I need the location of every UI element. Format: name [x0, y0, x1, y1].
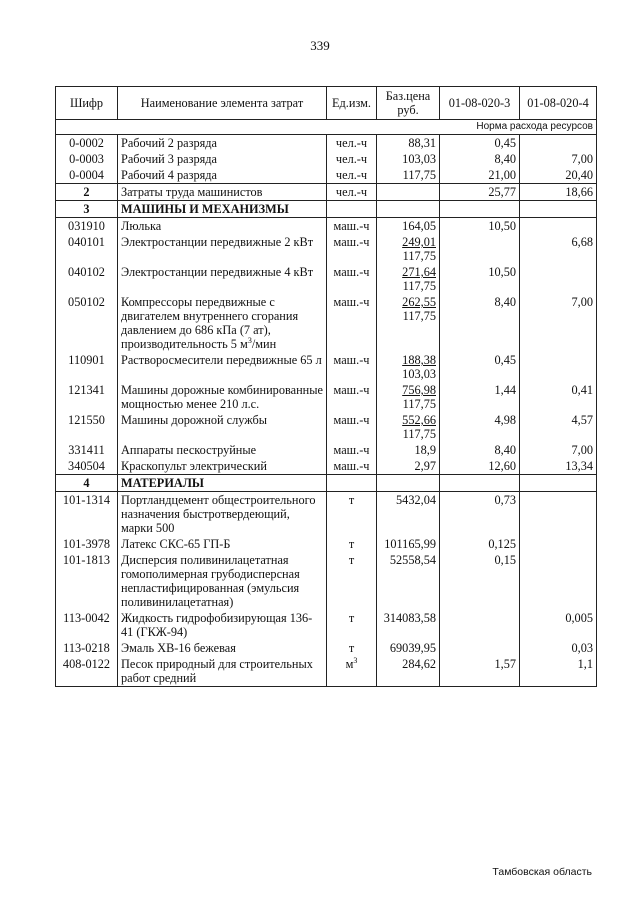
cell-name: Затраты труда машинистов	[118, 184, 327, 201]
cell-code: 121341	[56, 382, 118, 412]
cell-unit: чел.-ч	[327, 135, 377, 152]
table-row	[56, 218, 597, 235]
cell-norm-2	[520, 475, 597, 492]
cell-name	[118, 294, 327, 352]
cell-unit: т	[327, 536, 377, 552]
cell-unit: маш.-ч	[327, 294, 377, 352]
cell-norm-2: 7,00	[520, 151, 597, 167]
cell-price: 164,05	[377, 218, 440, 235]
cell-norm-2: 18,66	[520, 184, 597, 201]
cell-unit	[327, 475, 377, 492]
table-row	[56, 458, 597, 475]
cell-name: Дисперсия поливинилацетатная гомополимерная грубодисперсная непластифицированная (эмульсия поливинилацетатная)	[118, 552, 327, 610]
cell-norm-1	[440, 201, 520, 218]
cell-price-main: 756,98	[402, 383, 436, 397]
cell-price	[377, 352, 440, 382]
cell-code: 4	[56, 475, 118, 492]
cell-code: 2	[56, 184, 118, 201]
cell-unit: т	[327, 610, 377, 640]
header-col2: 01-08-020-4	[520, 87, 597, 120]
cell-norm-2: 4,57	[520, 412, 597, 442]
cell-norm-1: 12,60	[440, 458, 520, 475]
cell-norm-2: 0,005	[520, 610, 597, 640]
header-col1: 01-08-020-3	[440, 87, 520, 120]
cell-code: 0-0004	[56, 167, 118, 184]
cell-code: 340504	[56, 458, 118, 475]
cell-name: Жидкость гидрофобизирующая 136-41 (ГКЖ-94)	[118, 610, 327, 640]
cell-norm-1: 0,73	[440, 492, 520, 537]
cell-price: 284,62	[377, 656, 440, 687]
cell-unit: маш.-ч	[327, 352, 377, 382]
cell-name: Рабочий 2 разряда	[118, 135, 327, 152]
cell-price-secondary: 117,75	[402, 427, 436, 441]
table-row	[56, 352, 597, 382]
cell-norm-1: 1,57	[440, 656, 520, 687]
cell-unit: т	[327, 552, 377, 610]
cell-name: Рабочий 4 разряда	[118, 167, 327, 184]
cell-price	[377, 234, 440, 264]
cell-norm-1: 10,50	[440, 218, 520, 235]
cell-norm-2: 7,00	[520, 442, 597, 458]
cell-norm-1: 4,98	[440, 412, 520, 442]
cell-price-main: 188,38	[402, 353, 436, 367]
cell-norm-1	[440, 234, 520, 264]
cell-norm-2	[520, 492, 597, 537]
cell-code: 031910	[56, 218, 118, 235]
cell-price: 314083,58	[377, 610, 440, 640]
cell-norm-1: 0,45	[440, 352, 520, 382]
cell-unit-text: м	[345, 657, 354, 671]
table-row	[56, 552, 597, 610]
cell-code: 110901	[56, 352, 118, 382]
cell-name: Машины дорожные комбинированные мощностью менее 210 л.с.	[118, 382, 327, 412]
header-name: Наименование элемента затрат	[118, 87, 327, 120]
cell-name: МАШИНЫ И МЕХАНИЗМЫ	[118, 201, 327, 218]
header-price: Баз.цена руб.	[377, 87, 440, 120]
cell-code: 331411	[56, 442, 118, 458]
cell-price: 88,31	[377, 135, 440, 152]
cell-norm-2	[520, 218, 597, 235]
cell-norm-1: 21,00	[440, 167, 520, 184]
table-row	[56, 201, 597, 218]
table-row	[56, 294, 597, 352]
cell-price-main: 271,64	[402, 265, 436, 279]
cell-norm-2: 0,03	[520, 640, 597, 656]
cell-norm-1: 10,50	[440, 264, 520, 294]
cell-norm-1: 25,77	[440, 184, 520, 201]
norm-caption-row	[56, 120, 597, 135]
cell-norm-1: 0,15	[440, 552, 520, 610]
table-row	[56, 167, 597, 184]
table-row	[56, 234, 597, 264]
cell-norm-1: 8,40	[440, 151, 520, 167]
cell-code: 408-0122	[56, 656, 118, 687]
cell-norm-1	[440, 475, 520, 492]
cell-norm-1	[440, 640, 520, 656]
cell-code: 0-0003	[56, 151, 118, 167]
cell-unit: чел.-ч	[327, 167, 377, 184]
cell-price: 101165,99	[377, 536, 440, 552]
cell-norm-2	[520, 352, 597, 382]
header-unit: Ед.изм.	[327, 87, 377, 120]
cell-code: 0-0002	[56, 135, 118, 152]
cell-code: 040102	[56, 264, 118, 294]
cell-price: 2,97	[377, 458, 440, 475]
cell-unit	[327, 201, 377, 218]
cell-code: 101-1813	[56, 552, 118, 610]
cell-norm-1	[440, 610, 520, 640]
table-row	[56, 536, 597, 552]
cell-norm-1: 8,40	[440, 442, 520, 458]
table-row	[56, 640, 597, 656]
cell-norm-2	[520, 552, 597, 610]
cell-name-text: Компрессоры передвижные с двигателем внутреннего сгорания давлением до 686 кПа (7 ат), производительность 5 м	[121, 295, 299, 351]
cell-name-sup: 3	[247, 335, 252, 345]
cell-name: Люлька	[118, 218, 327, 235]
cell-norm-2	[520, 201, 597, 218]
table-row	[56, 475, 597, 492]
cell-unit-sup: 3	[353, 655, 358, 665]
cell-norm-2: 20,40	[520, 167, 597, 184]
cell-price-secondary: 117,75	[402, 249, 436, 263]
table-row	[56, 382, 597, 412]
cell-unit: т	[327, 492, 377, 537]
cell-price	[377, 184, 440, 201]
cell-price	[377, 475, 440, 492]
cell-name: Аппараты пескоструйные	[118, 442, 327, 458]
cell-norm-1: 8,40	[440, 294, 520, 352]
table-row	[56, 412, 597, 442]
cell-price: 18,9	[377, 442, 440, 458]
cell-norm-1: 0,125	[440, 536, 520, 552]
cell-norm-1: 0,45	[440, 135, 520, 152]
cell-unit	[327, 656, 377, 687]
cell-price: 69039,95	[377, 640, 440, 656]
cell-norm-2: 13,34	[520, 458, 597, 475]
cell-price-secondary: 117,75	[402, 279, 436, 293]
table-header-row	[56, 87, 597, 120]
cell-unit: маш.-ч	[327, 412, 377, 442]
cell-unit: маш.-ч	[327, 234, 377, 264]
norm-caption: Норма расхода ресурсов	[56, 120, 597, 135]
cell-name: Электростанции передвижные 2 кВт	[118, 234, 327, 264]
cell-code: 040101	[56, 234, 118, 264]
table-row	[56, 656, 597, 687]
cell-price-secondary: 103,03	[402, 367, 436, 381]
cell-unit: чел.-ч	[327, 151, 377, 167]
cell-price	[377, 264, 440, 294]
cell-price-main: 552,66	[402, 413, 436, 427]
cell-norm-1: 1,44	[440, 382, 520, 412]
cell-norm-2	[520, 135, 597, 152]
cell-unit: маш.-ч	[327, 458, 377, 475]
cell-name: Растворосмесители передвижные 65 л	[118, 352, 327, 382]
cell-norm-2	[520, 264, 597, 294]
cell-name-tail: /мин	[251, 337, 277, 351]
cell-name: Краскопульт электрический	[118, 458, 327, 475]
cell-unit: маш.-ч	[327, 218, 377, 235]
cell-price-main: 262,55	[402, 295, 436, 309]
cell-price: 117,75	[377, 167, 440, 184]
cell-unit: чел.-ч	[327, 184, 377, 201]
cell-code: 121550	[56, 412, 118, 442]
resource-table	[55, 86, 597, 687]
cell-code: 113-0042	[56, 610, 118, 640]
table-row	[56, 492, 597, 537]
cell-price-main: 249,01	[402, 235, 436, 249]
table-row	[56, 610, 597, 640]
page-number: 339	[310, 38, 330, 53]
cell-name: Песок природный для строительных работ средний	[118, 656, 327, 687]
table-row	[56, 442, 597, 458]
cell-norm-2: 0,41	[520, 382, 597, 412]
cell-code: 113-0218	[56, 640, 118, 656]
cell-name: Латекс СКС-65 ГП-Б	[118, 536, 327, 552]
cell-price	[377, 412, 440, 442]
table-row	[56, 184, 597, 201]
region-footer: Тамбовская область	[492, 866, 592, 878]
cell-price	[377, 382, 440, 412]
cell-norm-2	[520, 536, 597, 552]
table-row	[56, 135, 597, 152]
cell-price-secondary: 117,75	[402, 309, 436, 323]
cell-name: Портландцемент общестроительного назначения быстротвердеющий, марки 500	[118, 492, 327, 537]
cell-unit: маш.-ч	[327, 442, 377, 458]
cell-norm-2: 6,68	[520, 234, 597, 264]
cell-price: 103,03	[377, 151, 440, 167]
table-row	[56, 151, 597, 167]
cell-price: 5432,04	[377, 492, 440, 537]
cell-code: 101-1314	[56, 492, 118, 537]
cell-code: 101-3978	[56, 536, 118, 552]
cell-code: 3	[56, 201, 118, 218]
cell-norm-2: 1,1	[520, 656, 597, 687]
cell-name: МАТЕРИАЛЫ	[118, 475, 327, 492]
cell-price-secondary: 117,75	[402, 397, 436, 411]
cell-price	[377, 201, 440, 218]
cell-price	[377, 294, 440, 352]
header-code: Шифр	[56, 87, 118, 120]
cell-unit: маш.-ч	[327, 382, 377, 412]
cell-price: 52558,54	[377, 552, 440, 610]
table-row	[56, 264, 597, 294]
table-body	[56, 135, 597, 687]
cell-name: Эмаль ХВ-16 бежевая	[118, 640, 327, 656]
cell-code: 050102	[56, 294, 118, 352]
cell-name: Машины дорожной службы	[118, 412, 327, 442]
cell-norm-2: 7,00	[520, 294, 597, 352]
cell-name: Рабочий 3 разряда	[118, 151, 327, 167]
cell-name: Электростанции передвижные 4 кВт	[118, 264, 327, 294]
cell-unit: т	[327, 640, 377, 656]
cell-unit: маш.-ч	[327, 264, 377, 294]
